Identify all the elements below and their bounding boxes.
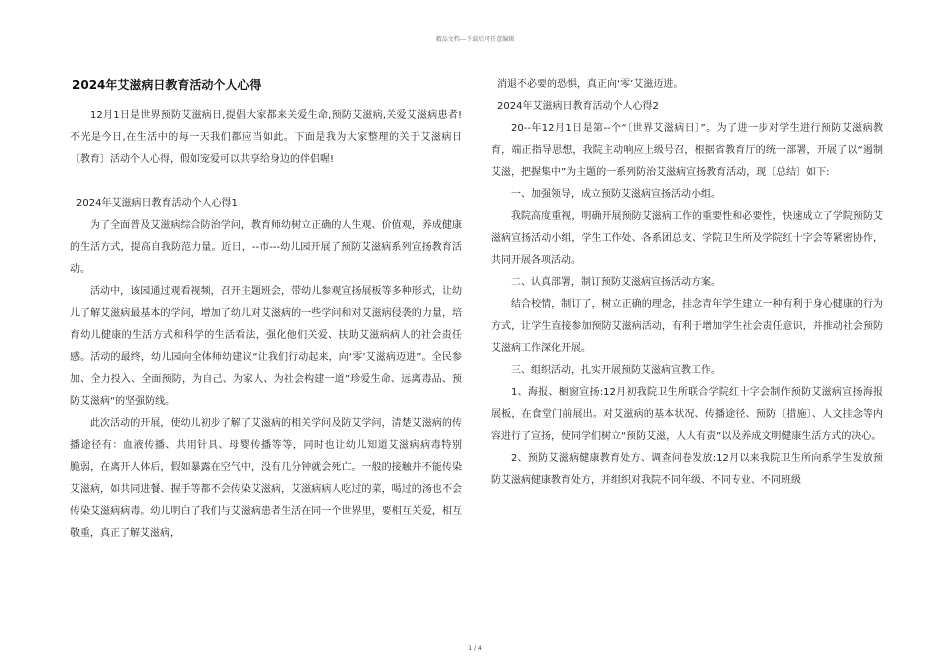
document-title: 2024年艾滋病日教育活动个人心得 bbox=[72, 78, 262, 92]
paragraph: 一、加强领导，成立预防艾滋病宣扬活动小组。 bbox=[511, 189, 721, 200]
page-number: 1 / 4 bbox=[468, 645, 482, 652]
paragraph-spacer bbox=[70, 171, 462, 193]
page-header: 精品文档---下载后可任意编辑 bbox=[435, 36, 515, 43]
section-heading-1: 2024年艾滋病日教育活动个人心得1 bbox=[76, 198, 238, 209]
paragraph: 此次活动的开展，使幼儿初步了解了艾滋病的相关学问及防艾学问，清楚艾滋病的传播途径有：血液传播、共用针具、母婴传播等等，同时也让幼儿知道艾滋病病毒特别 脆弱，在离开人体后，假如暴露在空气中，没有几分钟就会死亡。一般的接触并不能传染艾滋病，如共同进餐、握手等都不会传染艾滋病，艾滋病病人吃过的菜，喝过的汤也不会传染艾滋病病毒。幼儿明白了我们与艾滋病患者生活在同一个世界里，要相互关爱，相互敬重，真正了解艾滋病， bbox=[70, 418, 482, 539]
left-column bbox=[70, 74, 482, 545]
paragraph: 三、组织活动，扎实开展预防艾滋病宣教工作。 bbox=[511, 365, 721, 376]
intro-paragraph: 12月1日是世界预防艾滋病日,提倡大家都来关爱生命,预防艾滋病,关爱艾滋病患者!不光是今日,在生活中的每一天我们都应当如此。下面是我为大家整理的关于艾滋病日〔教育〕活动个人心得，假如宠爱可以共享给身边的伴侣喔! bbox=[70, 110, 462, 165]
paragraph-continued: 消退不必要的恐惧，真正向‘零’艾滋迈进。 bbox=[497, 79, 684, 90]
section-heading-2: 2024年艾滋病日教育活动个人心得2 bbox=[497, 101, 659, 112]
paragraph: 20--年12月1日是第--个“〔世界艾滋病日〕”。为了进一步对学生进行预防艾滋病教育，端正指导思想，我院主动响应上级号召，根据省教育厅的统一部署，开展了以“遏制艾滋，把握集中”为主题的一系列防治艾滋病宣扬教育活动，现〔总结〕如下: bbox=[491, 123, 883, 178]
paragraph: 为了全面普及艾滋病综合防治学问，教育师幼树立正确的人生观、价值观，养成健康的生活方式，提高自我防范力量。近日，--市---幼儿园开展了预防艾滋病系列宣扬教育活动。 bbox=[70, 220, 462, 275]
paragraph: 我院高度重视，明确开展预防艾滋病工作的重要性和必要性，快速成立了学院预防艾滋病宣扬活动小组，学生工作处、各系团总支、学院卫生所及学院红十字会等紧密协作，共同开展各项活动。 bbox=[491, 211, 883, 266]
paragraph: 二、认真部署，制订预防艾滋病宣扬活动方案。 bbox=[511, 277, 721, 288]
paragraph: 活动中，该园通过观看视频，召开主题班会，带幼儿参观宣扬展板等多种形式，让幼儿了解艾滋病最基本的学问，增加了幼儿对艾滋病的一些学问和对艾滋病侵袭的力量，培育幼儿健康的生活方式和科学的生活看法，强化他们关爱、扶助艾滋病病人的社会责任感。活动的最终，幼儿园向全体师幼建议“让我们行动起来，向‘零’艾滋病迈进”。全民参加、全力投入、全面预防，为自己、为家人、为社会构建一道”珍爱生命、远离毒品、预防艾滋病“的坚强防线。 bbox=[70, 286, 462, 407]
paragraph: 1、海报、橱窗宣扬:12月初我院卫生所联合学院红十字会制作预防艾滋病宣扬海报展板，在食堂门前展出。对艾滋病的基本状况、传播途径、预防〔措施〕、人文挂念等内容进行了宣扬，使同学们树立“预防艾滋，人人有责”以及养成文明健康生活方式的决心。 bbox=[491, 387, 883, 442]
paragraph: 结合校情，制订了，树立正确的理念，挂念青年学生建立一种有利于身心健康的行为方式，让学生直接参加预防艾滋病活动，有利于增加学生社会责任意识，并推动社会预防艾滋病工作深化开展。 bbox=[491, 299, 883, 354]
right-column bbox=[491, 74, 883, 492]
paragraph: 2、预防艾滋病健康教育处方、调查问卷发放:12月以来我院卫生所向系学生发放预防艾滋病健康教育处方，并组织对我院不同年级、不同专业、不同班级 bbox=[491, 453, 883, 486]
